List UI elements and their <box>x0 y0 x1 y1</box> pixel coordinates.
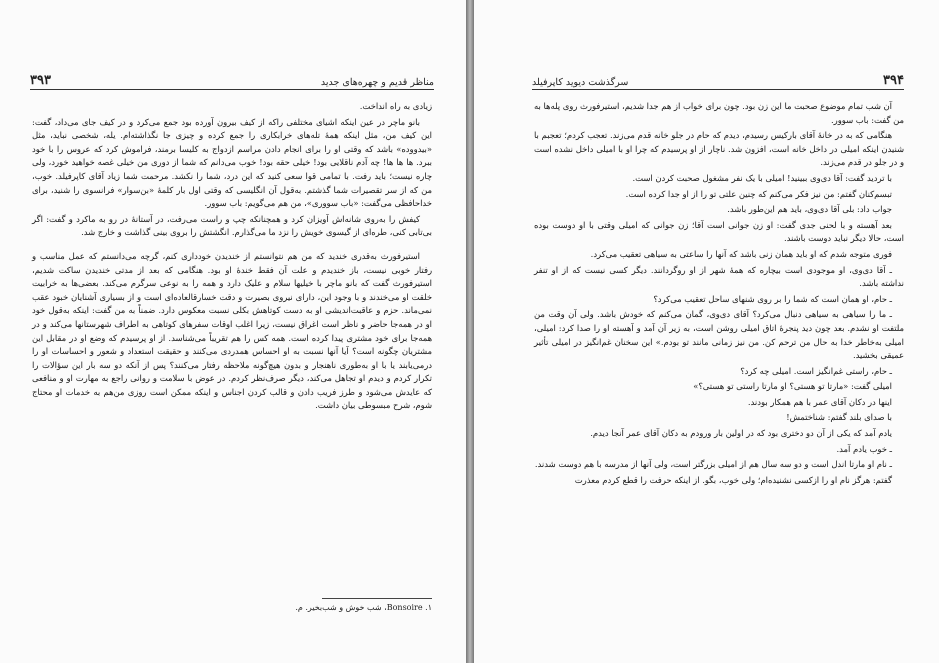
right-page <box>474 0 939 663</box>
paragraph: اینها در دکان آقای عمر با هم همکار بودند. <box>747 396 892 407</box>
paragraph: ـ حام، او همان است که شما را بر روی شنهای ساحل تعقیب می‌کرد؟ <box>653 293 892 304</box>
right-page-header <box>532 73 904 88</box>
paragraph: ـ نام او مارتا اندل است و دو سه سال هم از امیلی بزرگتر است، ولی آنها از مدرسه با هم دوست شدند. <box>534 459 892 470</box>
left-page <box>0 0 466 663</box>
paragraph: با صدای بلند گفتم: شناختمش! <box>786 412 892 423</box>
right-page-body <box>534 100 904 489</box>
paragraph: جواب داد: بلی آقا دی‌وی، باید هم این‌طور باشد. <box>727 204 892 215</box>
footnote: ۱. Bonsoire، شب خوش و شب‌بخیر. م. <box>295 603 432 612</box>
paragraph: یادم آمد که یکی از آن دو دختری بود که در اولین بار ورودم به دکان آقای عمر آنجا دیدم. <box>590 428 892 439</box>
paragraph: امیلی گفت: «مارتا تو هستی؟ او مارتا راستی تو هستی؟» <box>693 381 892 392</box>
page-number: ۳۹۳ <box>30 73 51 88</box>
left-page-body <box>32 100 432 415</box>
paragraph: کیفش را به‌روی شانه‌اش آویزان کرد و همچنانکه چپ و راست می‌رفت، در آستانهٔ در رو به ماکرد و گفت: اگر بی‌تابی کنی، طره‌ای از گیسوی خویش را نزد ما می‌گذارم. انگشتش را بروی بینی گذاشت و خارج شد. <box>32 213 432 238</box>
running-title: مناظر قدیم و چهره‌های جدید <box>320 77 434 88</box>
paragraph: استیرفورث به‌قدری خندید که من هم نتوانستم از خندیدن خودداری کنم، گرچه می‌دانستم که عمل مناسب و رفتار خوبی نیست، باز خندیدم و علت آن فقط خندهٔ او بود. هنگامی که بعد از مدتی خندیدن ساکت شدیم، استیرفورث گفت که بانو ماچر با خیلیها سلام و علیک دارد و همه را به نوعی سرگرم می‌کند. بعضی‌ها به خرابیت خلقت او می‌خندند و با وجود این، دارای نیروی بصیرت و دقت خسارقالعاده‌ای است و از بسیاری آشنایان خبود عقب نمی‌ماند. حزم و عاقبت‌اندیشی او به دست کوتاهش بکلی نسبت معکوس دارد. ضمناً به من گفت: اینکه به‌قول خود او در همه‌جا حاضر و ناظر است اغراق نیست، زیرا اغلب اوقات سفرهای کوتاهی به اطراف شهرستانها می‌کند و در همه‌جا برای خود مشتری پیدا کرده است. همه کس را هم تقریباً می‌شناسد. از او پرسیدم که وضع او در مقابل این مشتریان چگونه است؟ آیا آنها نسبت به او احساس همدردی می‌کنند و حقیقت استعداد و شعور و احساسات او را درمی‌یابند یا با او به‌طوری ناهنجار و بدون هیچ‌گونه ملاحظه رفتار می‌کنند؟ پس از آنکه دو سه بار این سؤالات را تکرار کردم و دیدم او تجاهل می‌کند، دیگر صرف‌نظر کردم. در عوض با سلامت و روانی راجع به مهارت او و منافعی که عایدش می‌شود و طرز فریب دادن و قالب کردن اجناس و اینکه ممکن است روزی من‌هم به خدمات او محتاج شوم، شرح مبسوطی بیان داشت. <box>32 250 432 411</box>
paragraph: فوری متوجه شدم که او باید همان زنی باشد که آنها را ساعتی به سیاهی تعقیب می‌کرد. <box>590 248 892 259</box>
paragraph: ـ آقا دی‌وی، او موجودی است بیچاره که همهٔ شهر از او روگردانند. دیگر کسی نیست که از او تنفر نداشته باشد. <box>534 264 904 289</box>
paragraph: زیادی به راه انداخت. <box>359 101 432 111</box>
paragraph: بانو ماچر در عین اینکه اشیای مختلفی راکه از کیف بیرون آورده بود جمع می‌کرد و در کیف جای می‌داد، گفت: این کیف من، مثل اینکه همهٔ تله‌های خرابکاری را جمع کرده و چیزی جا نگذاشته‌ام. یله، شخصی نباید، مثل «بیدووده» باشد که وقتی او را برای انجام دادن مراسم ازدواج به کلیسا برمند، فراموش کرد که عروس را با خود ببرد. ها ها ها! چه آدم ناقلایی بود! خیلی حقه بود! خوب می‌دانم که شما از دوری من خیلی غصه خواهید خورد، ولی چاره نیست؛ باید رفت. با تمامی قوا سعی کنید که این درد، شما را نکشد. مرحمت شما زیاد آقای کاپرفیلد. خوب، من که از سر تقصیرات شما گذشتم. به‌قول آن انگلیسی که وقتی اول بار کلمهٔ «بن‌سوار» فرانسوی را شنید، برای خداحافظی می‌گفت: «باب سووری»، من هم می‌گویم: باب سوور. <box>32 116 432 209</box>
paragraph: ـ خوب یادم آمد. <box>836 443 892 454</box>
paragraph: ـ ما را سیاهی به سیاهی دنبال می‌کرد؟ آقای دی‌وی، گمان می‌کنم که خودش باشد. ولی آن وقت من ملتفت او نشدم. بعد چون دید پنجرهٔ اتاق امیلی روشن است، به زیر آن آمد و آهسته او را صدا کرد: امیلی، امیلی به‌خاطر خدا به حال من ترحم کن. من نیز زمانی مانند تو بودم.» این سخنان غم‌انگیز در امیلی تأثیر عمیقی بخشید. <box>534 309 904 361</box>
paragraph: ـ حام، راستی غم‌انگیز است. امیلی چه کرد؟ <box>740 365 892 376</box>
left-page-header <box>30 73 434 88</box>
paragraph: آن شب تمام موضوع صحبت ما این زن بود. چون برای خواب از هم جدا شدیم، استیرفورث روی پله‌ها به من گفت: باب سوور. <box>534 101 904 125</box>
running-title: سرگذشت دیوید کاپرفیلد <box>532 77 629 88</box>
paragraph: با تردید گفت: آقا دی‌وی ببینید! امیلی با یک نفر مشغول صحبت کردن است. <box>632 172 892 183</box>
paragraph: گفتم: هرگز نام او را ازکسی نشنیده‌ام؛ ولی خوب، بگو. از اینکه حرفت را قطع کردم معذرت <box>574 474 892 485</box>
book-spine <box>466 0 474 663</box>
paragraph: بعد آهسته و با لحنی جدی گفت: او زن جوانی است آقا؛ زن جوانی که امیلی وقتی با او دوست بوده است، حالا دیگر نباید دوست باشند. <box>534 219 904 244</box>
page-number: ۳۹۴ <box>883 73 904 88</box>
paragraph: هنگامی که به در خانهٔ آقای بارکیس رسیدم، دیدم که حام در جلو خانه قدم می‌زند. تعجب کردم؛ تعجبم با شنیدن اینکه امیلی در داخل خانه است، افزون شد. ناچار از او پرسیدم که چرا او با امیلی داخل نشده است و در جلو در قدم می‌زند. <box>534 130 904 168</box>
header-rule <box>532 89 904 90</box>
footnote-rule <box>322 598 432 599</box>
paragraph: تبسم‌کنان گفتم: من نیز فکر می‌کنم که چنین علتی تو را از او جدا کرده است. <box>625 188 892 199</box>
header-rule <box>30 89 434 90</box>
